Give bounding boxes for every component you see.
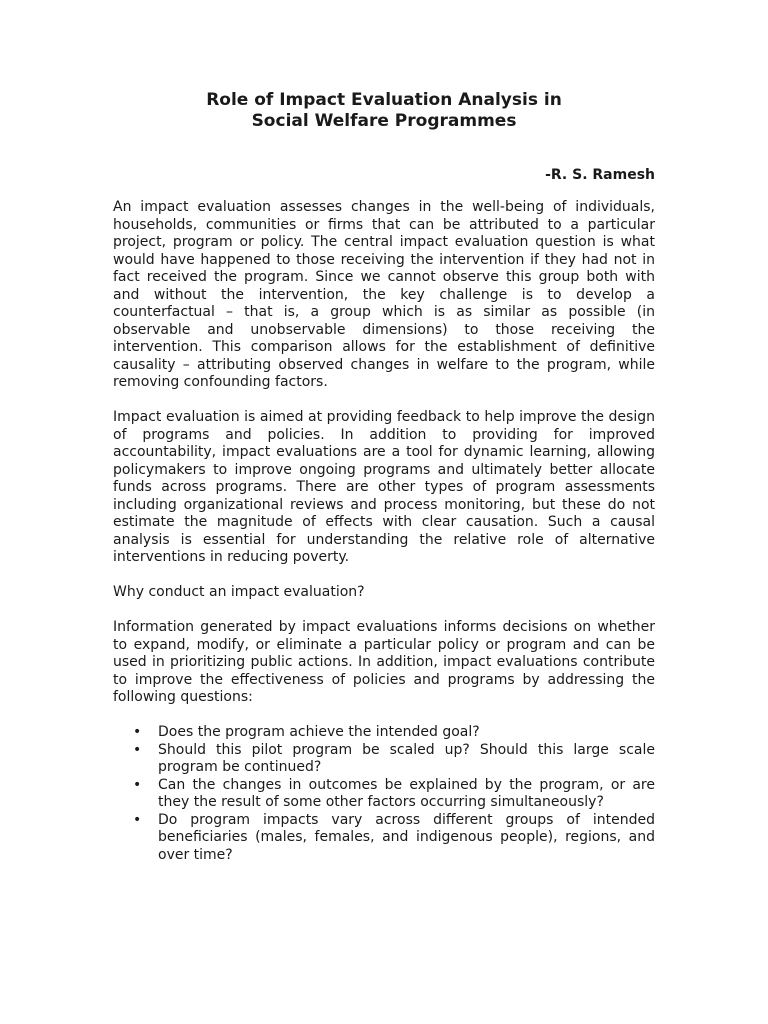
paragraph-2: Impact evaluation is aimed at providing feedback to help improve the design of programs and policies. In addition to providing for improved accountability, impact evaluations are a tool for dynamic learning, allowing policymakers to improve ongoing programs and ultimately better allocate funds across programs. There are other types of program assessments including organizational reviews and process monitoring, but these do not estimate the magnitude of effects with clear causation. Such a causal analysis is essential for understanding the relative role of alternative interventions in reducing poverty.: [113, 409, 655, 565]
list-item: [113, 777, 655, 812]
bullet-icon: •: [133, 724, 142, 740]
list-item-text: Does the program achieve the intended goal?: [158, 724, 480, 740]
questions-list: [113, 724, 655, 864]
list-item: [113, 742, 655, 777]
author-name: -R. S. Ramesh: [545, 167, 655, 183]
list-item-text: Do program impacts vary across different groups of intended beneficiaries (males, females, and indigenous people), regions, and over time?: [158, 811, 655, 863]
list-item: [113, 812, 655, 865]
list-item: [113, 724, 655, 742]
title-line-2: Social Welfare Programmes: [251, 111, 517, 131]
paragraph-3: Information generated by impact evaluations informs decisions on whether to expand, modify, or eliminate a particular policy or program and can be used in prioritizing public actions. In addition, impact evaluations contribute to improve the effectiveness of policies and programs by addressing the following questions:: [113, 619, 655, 705]
paragraph-1: An impact evaluation assesses changes in the well-being of individuals, households, communities or firms that can be attributed to a particular project, program or policy. The central impact evaluation question is what would have happened to those receiving the intervention if they had not in fact received the program. Since we cannot observe this group both with and without the intervention, the key challenge is to develop a counterfactual – that is, a group which is as similar as possible (in observable and unobservable dimensions) to those receiving the intervention. This comparison allows for the establishment of definitive causality – attributing observed changes in welfare to the program, while removing confounding factors.: [113, 199, 655, 390]
document-title: [113, 90, 655, 132]
bullet-icon: •: [133, 741, 142, 758]
list-item-text: Can the changes in outcomes be explained by the program, or are they the result of some other factors occurring simultaneously?: [158, 776, 655, 810]
bullet-icon: •: [133, 776, 142, 793]
bullet-icon: •: [133, 811, 142, 828]
section-question: Why conduct an impact evaluation?: [113, 584, 365, 600]
list-item-text: Should this pilot program be scaled up? Should this large scale program be continued?: [158, 741, 655, 775]
title-line-1: Role of Impact Evaluation Analysis in: [206, 90, 562, 110]
